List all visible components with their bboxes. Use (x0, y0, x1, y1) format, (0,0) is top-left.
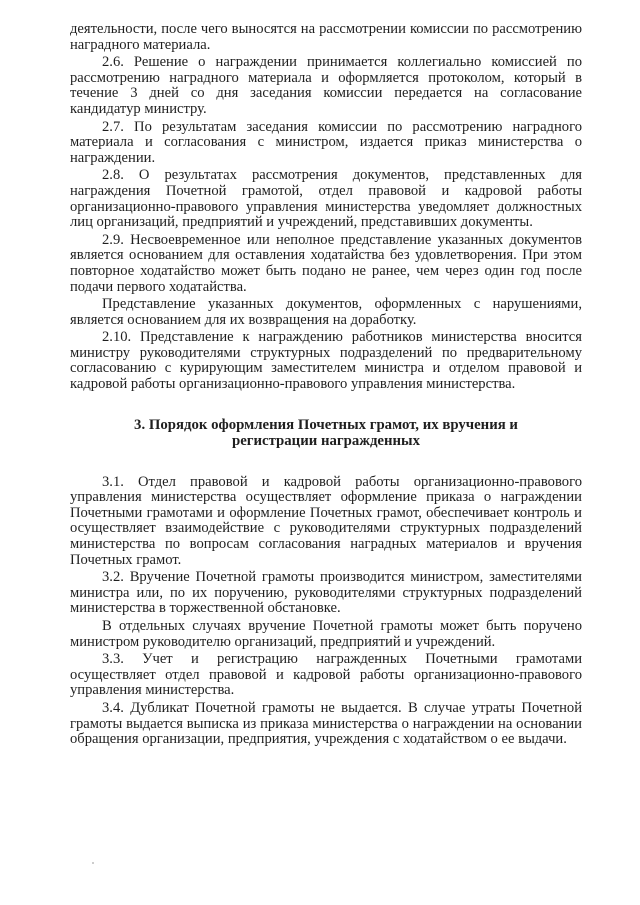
paragraph-3-4: 3.4. Дубликат Почетной грамоты не выдается. В случае утраты Почетной грамоты выдается выписка из приказа министерства о награждении на основании обращения организации, предприятия, учреждения с ходатайством о ее выдачи. (70, 699, 582, 748)
paragraph-3-1: 3.1. Отдел правовой и кадровой работы организационно-правового управления министерства осуществляет оформление приказа о награждении Почетными грамотами и оформление Почетных грамот, обеспечивает контроль и осуществляет взаимодействие с руководителями структурных подразделений министерства по вопросам согласования наградных материалов и вручения Почетных грамот. (70, 473, 582, 568)
document-body (70, 22, 582, 748)
paragraph-2-7: 2.7. По результатам заседания комиссии по рассмотрению наградного материала и согласования с министром, издается приказ министерства о награждении. (70, 118, 582, 166)
scan-speck (92, 862, 94, 864)
paragraph-3-2: 3.2. Вручение Почетной грамоты производится министром, заместителями министра или, по их поручению, руководителями структурных подразделений министерства в торжественной обстановке. (70, 569, 582, 617)
paragraph-2-8: 2.8. О результатах рассмотрения документов, представленных для награждения Почетной грамотой, отдел правовой и кадровой работы организационно-правового управления министерства уведомляет должностных лиц организаций, предприятий и учреждений, представивших документы. (70, 167, 582, 231)
paragraph-2-10: 2.10. Представление к награждению работников министерства вносится министру руководителями структурных подразделений по предварительному согласованию с курирующим заместителем министра и отделом правовой и кадровой работы организационно-правового управления министерства. (70, 329, 582, 393)
paragraph-3-2-note: В отдельных случаях вручение Почетной грамоты может быть поручено министром руководителю организаций, предприятий и учреждений. (70, 618, 582, 650)
paragraph-2-6: 2.6. Решение о награждении принимается коллегиально комиссией по рассмотрению наградного материала и оформляется протоколом, который в течение 3 дней со дня заседания комиссии передается на согласование кандидатур министру. (70, 54, 582, 117)
paragraph-2-9: 2.9. Несвоевременное или неполное представление указанных документов является основанием для оставления ходатайства без удовлетворения. При этом повторное ходатайство может быть подано не ранее, чем через один год после подачи первого ходатайства. (70, 231, 582, 295)
section-heading: 3. Порядок оформления Почетных грамот, их вручения и регистрации награжденных (134, 416, 518, 449)
paragraph-continuation: деятельности, после чего выносятся на рассмотрении комиссии по рассмотрению наградного материала. (70, 21, 582, 53)
paragraph-3-3: 3.3. Учет и регистрацию награжденных Почетными грамотами осуществляет отдел правовой и кадровой работы организационно-правового управления министерства. (70, 651, 582, 699)
paragraph-2-9-note: Представление указанных документов, оформленных с нарушениями, является основанием для их возвращения на доработку. (70, 296, 582, 328)
